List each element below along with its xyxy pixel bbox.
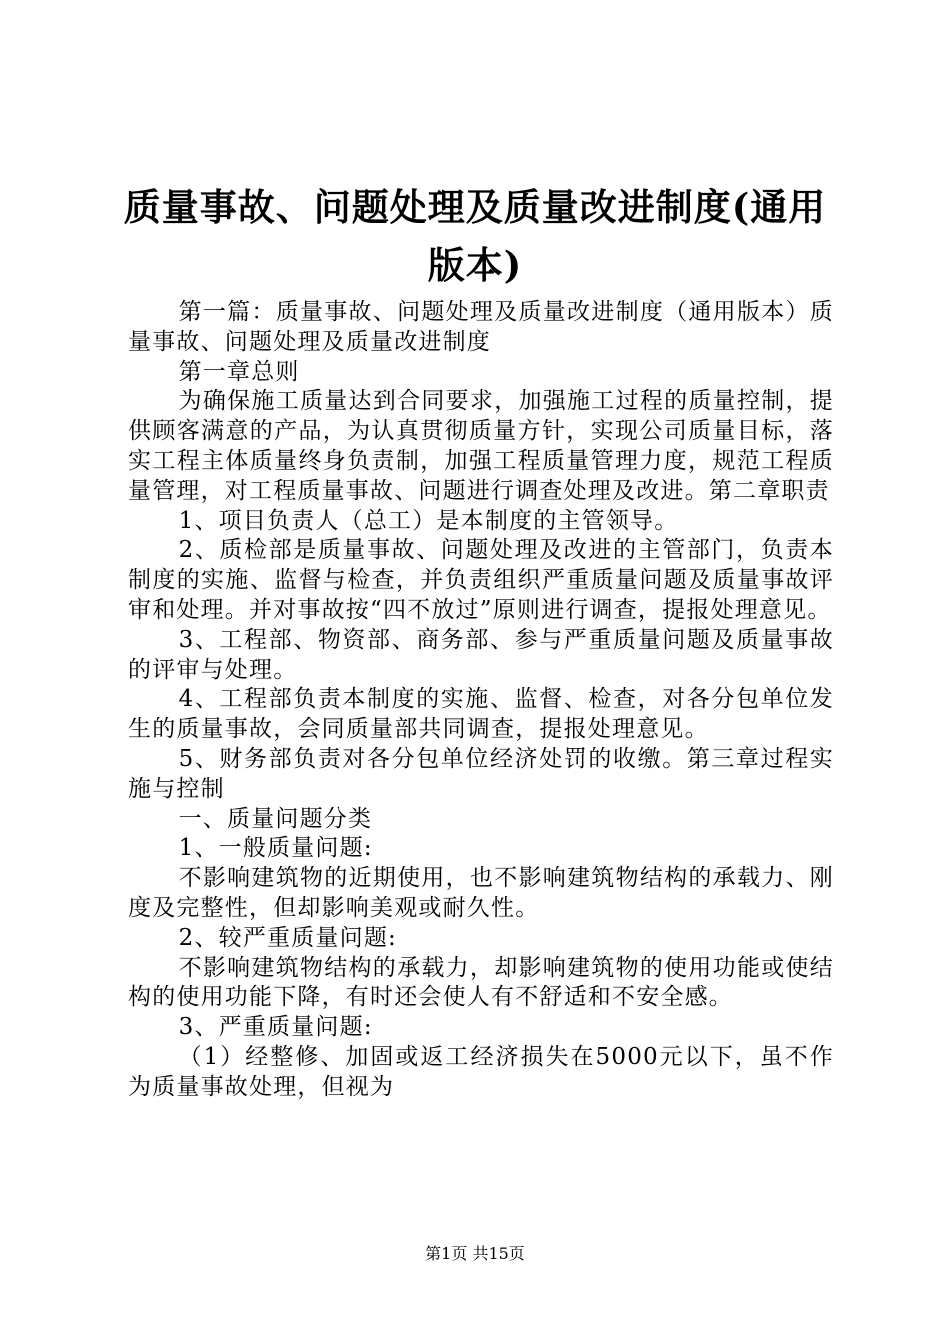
- paragraph-duty-4: 4、工程部负责本制度的实施、监督、检查，对各分包单位发生的质量事故，会同质量部共同调查，提报处理意见。: [128, 686, 834, 743]
- document-title: 质量事故、问题处理及质量改进制度(通用版本): [123, 185, 827, 287]
- paragraph-duty-1: 1、项目负责人（总工）是本制度的主管领导。: [178, 507, 679, 534]
- document-body: [128, 298, 834, 1103]
- paragraph-intro: 第一篇：质量事故、问题处理及质量改进制度（通用版本）质量事故、问题处理及质量改进制度: [128, 299, 834, 355]
- paragraph-severe-issue-item-1: （1）经整修、加固或返工经济损失在5000元以下，虽不作为质量事故处理，但视为: [128, 1043, 834, 1100]
- paragraph-duty-2: 2、质检部是质量事故、问题处理及改进的主管部门，负责本制度的实施、监督与检查，并负责组织严重质量问题及质量事故评审和处理。并对事故按“四不放过”原则进行调查，提报处理意见。: [128, 537, 834, 623]
- paragraph-serious-issue-heading: 2、较严重质量问题:: [178, 924, 397, 951]
- paragraph-chapter-1-heading: 第一章总则: [178, 358, 300, 385]
- page-footer: 第1页 共15页: [425, 1244, 525, 1263]
- paragraph-serious-issue-text: 不影响建筑物结构的承载力，却影响建筑物的使用功能或使结构的使用功能下降，有时还会使人有不舒适和不安全感。: [128, 954, 834, 1011]
- paragraph-general-issue-heading: 1、一般质量问题:: [178, 835, 373, 862]
- paragraph-duty-3: 3、工程部、物资部、商务部、参与严重质量问题及质量事故的评审与处理。: [128, 626, 834, 683]
- paragraph-duty-5: 5、财务部负责对各分包单位经济处罚的收缴。第三章过程实施与控制: [128, 745, 834, 802]
- paragraph-severe-issue-heading: 3、严重质量问题:: [178, 1014, 373, 1041]
- paragraph-purpose: 为确保施工质量达到合同要求，加强施工过程的质量控制，提供顾客满意的产品，为认真贯彻质量方针，实现公司质量目标，落实工程主体质量终身负责制，加强工程质量管理力度，规范工程质量管理，对工程质量事故、问题进行调查处理及改进。第二章职责: [128, 388, 834, 504]
- paragraph-classification-heading: 一、质量问题分类: [178, 805, 373, 832]
- paragraph-general-issue-text: 不影响建筑物的近期使用，也不影响建筑物结构的承载力、刚度及完整性，但却影响美观或耐久性。: [128, 865, 834, 921]
